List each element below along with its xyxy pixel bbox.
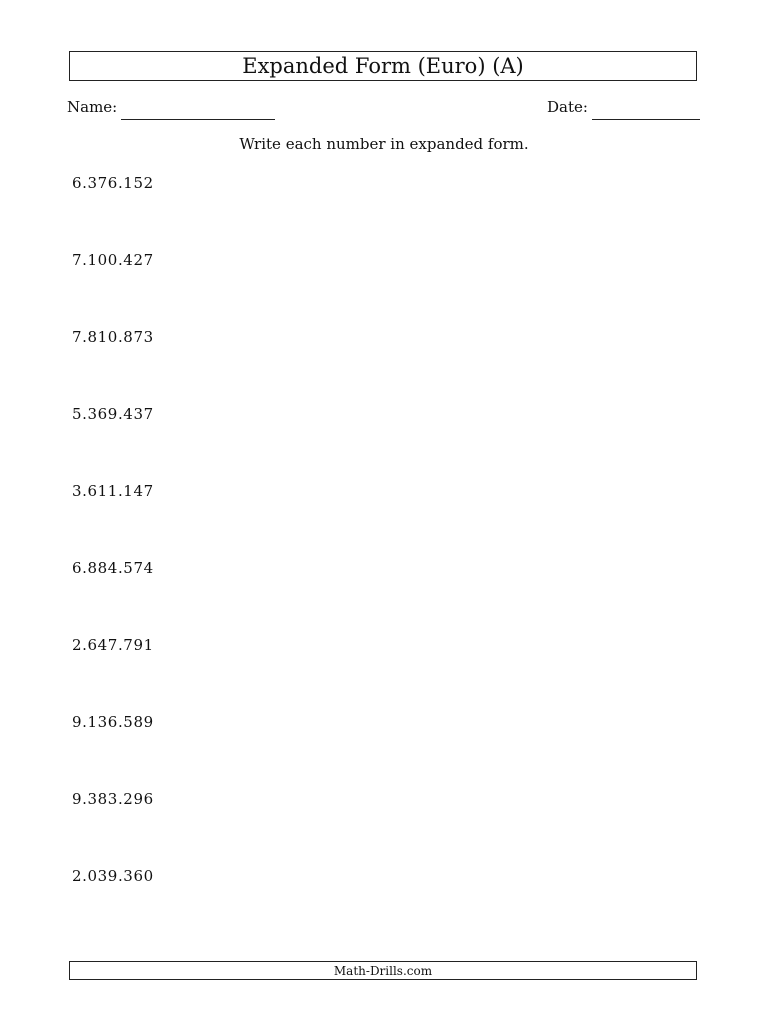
date-label: Date: [547, 98, 588, 116]
footer [69, 961, 697, 980]
problem-7: 2.647.791 [72, 636, 154, 654]
problem-1: 6.376.152 [72, 174, 154, 192]
problem-2: 7.100.427 [72, 251, 154, 269]
problem-3: 7.810.873 [72, 328, 154, 346]
problem-10: 2.039.360 [72, 867, 154, 885]
problem-6: 6.884.574 [72, 559, 154, 577]
instructions: Write each number in expanded form. [239, 135, 529, 153]
name-label: Name: [67, 98, 118, 116]
problem-5: 3.611.147 [72, 482, 154, 500]
problem-8: 9.136.589 [72, 713, 154, 731]
problem-9: 9.383.296 [72, 790, 154, 808]
footer-text: Math-Drills.com [333, 963, 433, 978]
worksheet-title [69, 51, 697, 81]
problem-list [72, 175, 154, 945]
name-blank-line [121, 119, 275, 120]
worksheet-title-text: Expanded Form (Euro) (A) [242, 53, 524, 78]
date-blank-line [592, 119, 700, 120]
problem-4: 5.369.437 [72, 405, 154, 423]
